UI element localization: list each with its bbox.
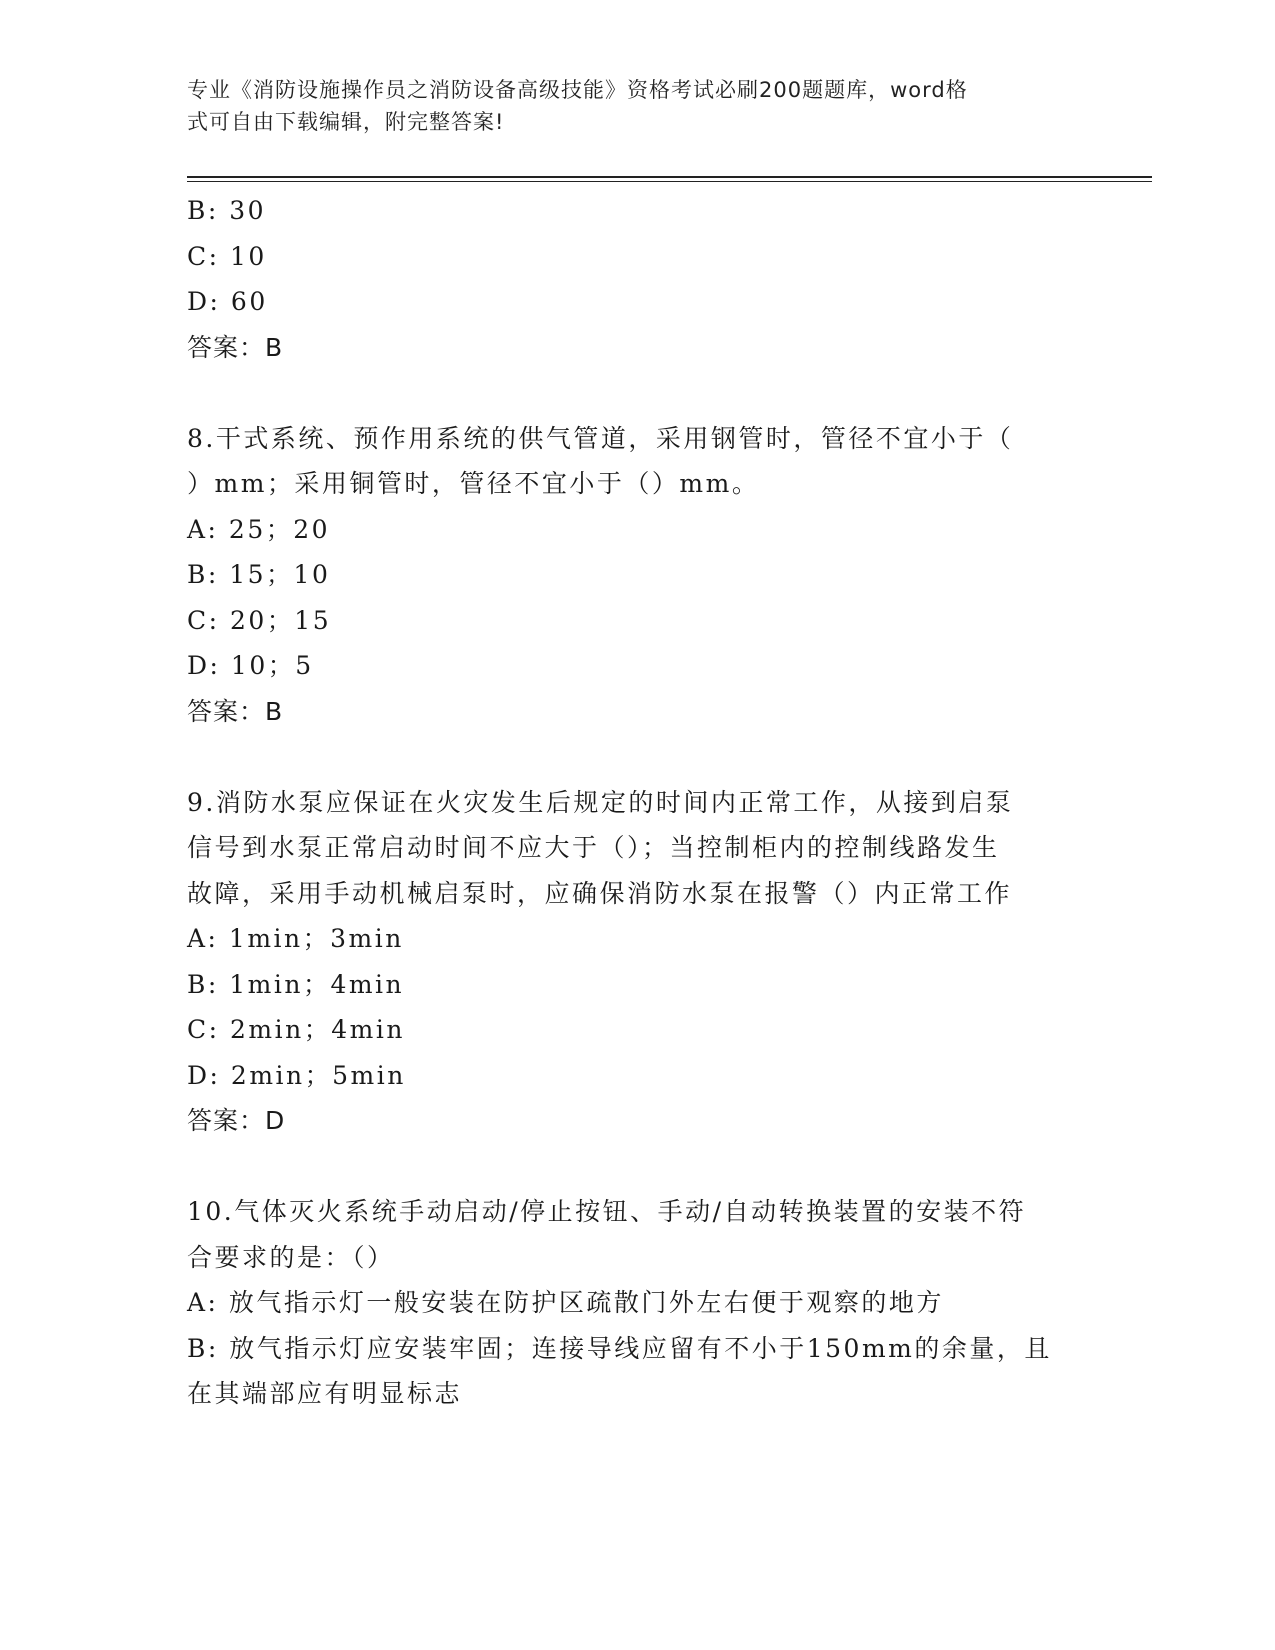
page-header <box>187 74 1067 138</box>
spacer <box>187 1144 1087 1190</box>
question-8 <box>187 416 1087 735</box>
question-text-line-1: 8.干式系统、预作用系统的供气管道，采用钢管时，管径不宜小于（ <box>187 423 1014 453</box>
answer: 答案：B <box>187 696 284 726</box>
option-b: B: 30 <box>187 196 267 225</box>
option-d: D: 60 <box>187 287 268 316</box>
option-c: C: 10 <box>187 241 267 271</box>
spacer <box>187 370 1087 416</box>
question-text-line-3: 故障，采用手动机械启泵时，应确保消防水泵在报警（）内正常工作 <box>187 878 1013 908</box>
option-a: A: 1min；3min <box>187 924 404 953</box>
spacer <box>187 734 1087 780</box>
header-rule-thick <box>187 176 1152 178</box>
answer: 答案：D <box>187 1106 286 1135</box>
option-b: B: 1min；4min <box>187 969 405 999</box>
question-text-line-2: ）mm；采用铜管时，管径不宜小于（）mm。 <box>187 469 760 498</box>
question-7-tail <box>187 188 1087 370</box>
header-rule-thin <box>187 181 1152 182</box>
option-a: A: 25；20 <box>187 514 331 544</box>
question-text-line-2: 信号到水泵正常启动时间不应大于（）；当控制柜内的控制线路发生 <box>187 833 1000 862</box>
question-text-line-1: 10.气体灭火系统手动启动/停止按钮、手动/自动转换装置的安装不符 <box>187 1197 1027 1226</box>
option-b: B: 15；10 <box>187 560 331 589</box>
option-b-line-2: 在其端部应有明显标志 <box>187 1379 463 1408</box>
header-line-1: 专业《消防设施操作员之消防设备高级技能》资格考试必刷200题题库，word格 <box>187 78 968 102</box>
question-content <box>187 188 1087 1417</box>
option-b-line-1: B: 放气指示灯应安装牢固；连接导线应留有不小于150mm的余量，且 <box>187 1333 1052 1363</box>
option-c: C: 20；15 <box>187 605 332 635</box>
answer: 答案：B <box>187 332 284 362</box>
header-line-2: 式可自由下载编辑，附完整答案! <box>187 110 505 134</box>
option-a: A: 放气指示灯一般安装在防护区疏散门外左右便于观察的地方 <box>187 1288 944 1317</box>
question-9 <box>187 780 1087 1144</box>
option-c: C: 2min；4min <box>187 1015 405 1044</box>
question-text-line-2: 合要求的是：（） <box>187 1242 395 1272</box>
question-text-line-1: 9.消防水泵应保证在火灾发生后规定的时间内正常工作，从接到启泵 <box>187 787 1014 817</box>
option-d: D: 10；5 <box>187 651 314 680</box>
option-d: D: 2min；5min <box>187 1060 406 1090</box>
question-10 <box>187 1189 1087 1417</box>
